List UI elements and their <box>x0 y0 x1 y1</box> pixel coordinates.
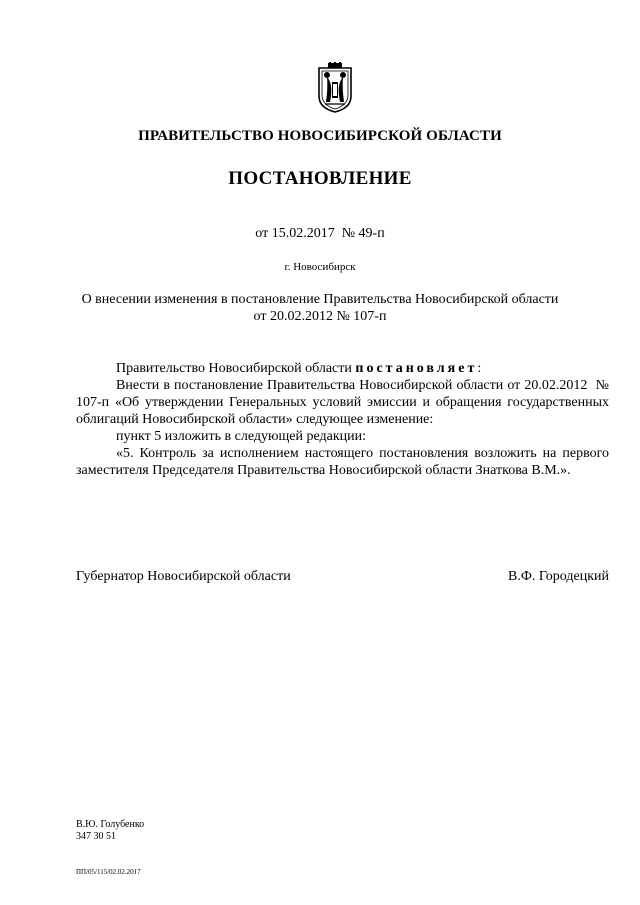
organization-title: ПРАВИТЕЛЬСТВО НОВОСИБИРСКОЙ ОБЛАСТИ <box>138 128 502 144</box>
document-date-number: от 15.02.2017 № 49-п <box>255 226 385 241</box>
executor-name: В.Ю. Голубенко <box>76 819 145 830</box>
executor-phone: 347 30 51 <box>76 831 116 842</box>
body-paragraph-2: Внести в постановление Правительства Новосибирской области от 20.02.2012 № 107-п «Об утверждении Генеральных условий эмиссии и обращения государственных облигаций Новосибирской области» следующее изменение: <box>76 378 613 427</box>
signatory-position: Губернатор Новосибирской области <box>76 569 291 584</box>
resolution-word: постановляет <box>355 361 478 376</box>
subject-line-2: от 20.02.2012 № 107-п <box>253 309 387 324</box>
document-code: ПП/05/115/02.02.2017 <box>76 868 141 876</box>
document-subject <box>0 291 640 325</box>
document-body <box>76 360 613 479</box>
subject-line-1: О внесении изменения в постановление Правительства Новосибирской области <box>81 292 559 307</box>
coat-of-arms-icon <box>316 62 354 114</box>
signatory-name: В.Ф. Городецкий <box>508 569 609 584</box>
document-city: г. Новосибирск <box>284 261 356 273</box>
body-paragraph-1: Правительство Новосибирской области постановляет: <box>116 361 482 376</box>
body-paragraph-3: пункт 5 изложить в следующей редакции: <box>116 429 366 444</box>
body-paragraph-4: «5. Контроль за исполнением настоящего постановления возложить на первого заместителя Председателя Правительства Новосибирской области Знаткова В.М.». <box>76 446 609 478</box>
document-type: ПОСТАНОВЛЕНИЕ <box>228 168 412 189</box>
